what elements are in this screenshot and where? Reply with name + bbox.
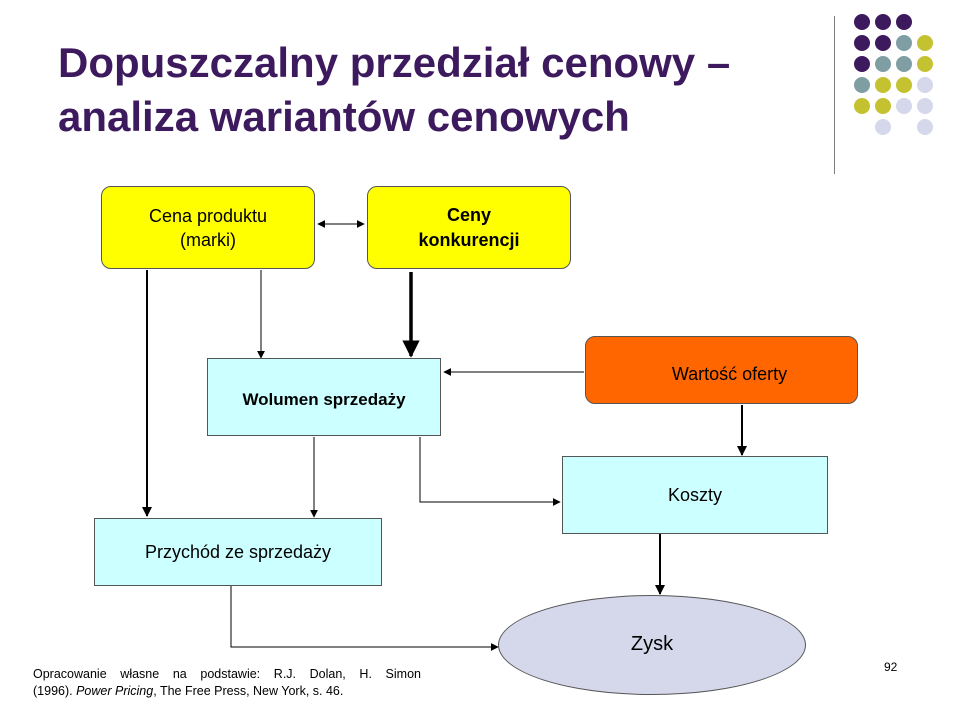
node-przychod — [94, 518, 382, 586]
node-wolumen-label: Wolumen sprzedaży — [242, 390, 406, 409]
decorative-dot — [854, 98, 870, 114]
node-koszty-label: Koszty — [667, 484, 723, 505]
node-wartosc-oferty-label: Wartość oferty — [671, 364, 788, 384]
decorative-dot — [917, 56, 933, 72]
node-cena-produktu — [101, 186, 315, 269]
decorative-dot — [896, 77, 912, 93]
page-number: 92 — [884, 660, 898, 674]
decorative-dot — [917, 35, 933, 51]
decorative-dot — [896, 56, 912, 72]
decorative-dot — [854, 14, 870, 30]
node-zysk — [498, 595, 806, 695]
decorative-dot — [917, 98, 933, 114]
node-wartosc-oferty — [585, 336, 858, 404]
decorative-dot — [896, 98, 912, 114]
title-line-1: Dopuszczalny przedział cenowy – — [58, 39, 731, 86]
decorative-dot — [854, 77, 870, 93]
edge-przychod-zysk — [231, 586, 498, 647]
decorative-dot — [875, 119, 891, 135]
decorative-dot — [875, 35, 891, 51]
decorative-dot — [875, 98, 891, 114]
decorative-dot — [854, 35, 870, 51]
node-przychod-label: Przychód ze sprzedaży — [144, 541, 332, 562]
title-line-2: analiza wariantów cenowych — [58, 93, 630, 140]
node-wolumen — [207, 358, 441, 436]
node-ceny-konkurencji-label: Ceny konkurencji — [418, 204, 520, 250]
node-ceny-konkurencji — [367, 186, 571, 269]
decorative-dot — [896, 14, 912, 30]
source-note-suffix: , The Free Press, New York, s. 46. — [153, 684, 344, 698]
decorative-dot — [875, 77, 891, 93]
source-note — [33, 666, 421, 700]
source-note-line-2 — [33, 683, 421, 700]
decorative-dot — [896, 35, 912, 51]
source-note-line-1: Opracowanie własne na podstawie: R.J. Dolan, H. Simon — [33, 667, 421, 681]
node-cena-produktu-label: Cena produktu (marki) — [148, 205, 268, 250]
node-koszty — [562, 456, 828, 534]
source-note-book-title: Power Pricing — [76, 684, 154, 698]
decorative-dot — [917, 77, 933, 93]
decorative-dot — [917, 119, 933, 135]
decorative-dot — [854, 56, 870, 72]
decorative-dot — [875, 56, 891, 72]
decorative-dot — [875, 14, 891, 30]
edge-wolumen-koszty — [420, 437, 560, 502]
node-zysk-label: Zysk — [630, 633, 674, 655]
source-note-prefix: (1996). — [33, 684, 77, 698]
